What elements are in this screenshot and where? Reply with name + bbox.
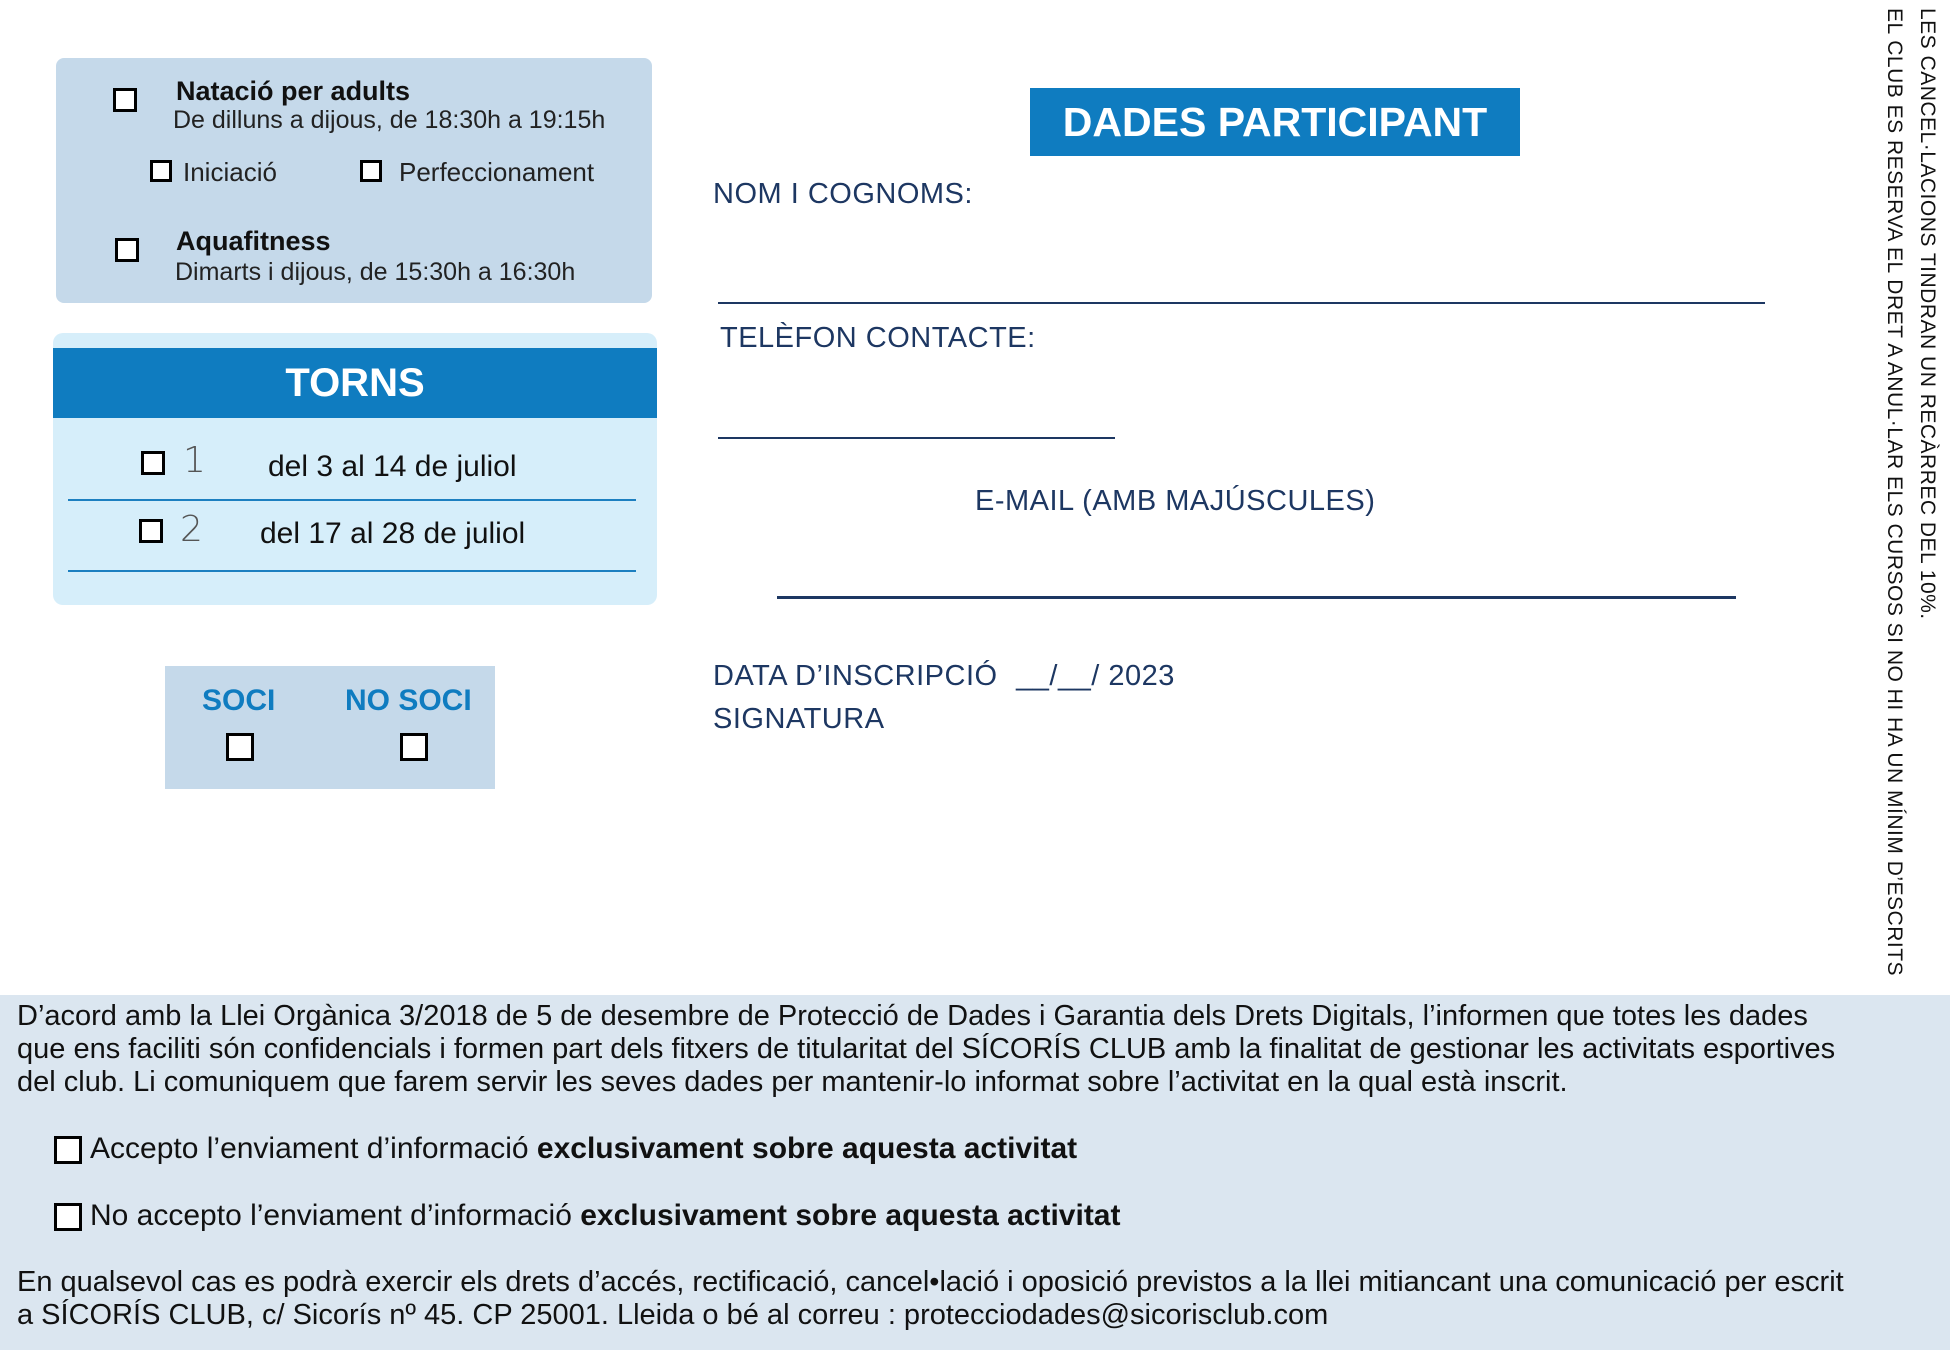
- participant-title: DADES PARTICIPANT: [1030, 88, 1520, 156]
- privacy-intro-line: del club. Li comuniquem que farem servir les seves dades per mantenir-lo informat sobre l’activitat en la qual està inscrit.: [17, 1066, 1568, 1098]
- reject-bold: exclusivament sobre aquesta activitat: [580, 1199, 1121, 1232]
- aquafitness-schedule: Dimarts i dijous, de 15:30h a 16:30h: [175, 258, 576, 286]
- accept-bold: exclusivament sobre aquesta activitat: [536, 1132, 1078, 1165]
- torns-title: TORNS: [53, 348, 657, 418]
- date-year: 2023: [1108, 660, 1175, 692]
- adults-schedule: De dilluns a dijous, de 18:30h a 19:15h: [173, 106, 606, 134]
- soci-label: SOCI: [202, 684, 276, 717]
- email-note: (AMB MAJÚSCULES): [1082, 485, 1376, 517]
- privacy-intro: [17, 1000, 1942, 1099]
- phone-field[interactable]: [718, 437, 1115, 439]
- torn-divider: [68, 499, 636, 501]
- torn-2-number: 2: [180, 509, 203, 550]
- adults-checkbox[interactable]: [113, 88, 137, 112]
- phone-label: TELÈFON CONTACTE:: [720, 322, 1036, 354]
- privacy-intro-line: D’acord amb la Llei Orgànica 3/2018 de 5 de desembre de Protecció de Dades i Garantia dels Drets Digitals, l’informen que totes les dades: [17, 1000, 1808, 1032]
- adults-title: Natació per adults: [176, 76, 411, 106]
- iniciacio-label: Iniciació: [183, 157, 277, 187]
- torn-1-checkbox[interactable]: [141, 451, 165, 475]
- email-label-row: [975, 485, 1375, 518]
- perfeccionament-checkbox[interactable]: [360, 160, 382, 182]
- date-row: [713, 660, 1175, 693]
- accept-checkbox[interactable]: [54, 1136, 82, 1164]
- torn-divider: [68, 570, 636, 572]
- privacy-footer-line: En qualsevol cas es podrà exercir els drets d’accés, rectificació, cancel•lació i oposició previstos a la llei mitiancant una comunicació per escrit: [17, 1266, 1844, 1298]
- soci-checkbox[interactable]: [226, 733, 254, 761]
- no-soci-label: NO SOCI: [345, 684, 472, 717]
- cancellation-notice: [1883, 8, 1950, 998]
- email-field[interactable]: [777, 596, 1736, 599]
- privacy-intro-line: que ens faciliti són confidencials i formen part dels fitxers de titularitat del SÍCORÍS CLUB amb la finalitat de gestionar les activitats esportives: [17, 1033, 1836, 1065]
- notice-line-2: EL CLUB ES RESERVA EL DRET A ANUL·LAR ELS CURSOS SI NO HI HA UN MÍNIM D’ESCRITS: [1883, 8, 1906, 977]
- reject-checkbox[interactable]: [54, 1203, 82, 1231]
- iniciacio-checkbox[interactable]: [150, 160, 172, 182]
- email-label: E-MAIL: [975, 485, 1074, 517]
- date-label: DATA D’INSCRIPCIÓ: [713, 660, 998, 692]
- accept-label: [90, 1132, 1077, 1166]
- torn-1-number: 1: [183, 440, 206, 481]
- date-blanks[interactable]: __/__/: [1016, 660, 1100, 692]
- accept-text: Accepto l’enviament d’informació: [90, 1132, 537, 1165]
- aquafitness-checkbox[interactable]: [115, 238, 139, 262]
- privacy-footer-line: a SÍCORÍS CLUB, c/ Sicorís nº 45. CP 25001. Lleida o bé al correu : protecciodades@sicorisclub.com: [17, 1299, 1329, 1331]
- name-field[interactable]: [718, 302, 1765, 304]
- privacy-footer: [17, 1266, 1942, 1332]
- torn-1-dates: del 3 al 14 de juliol: [268, 450, 517, 483]
- aquafitness-title: Aquafitness: [176, 226, 331, 256]
- notice-line-1: LES CANCEL·LACIONS TINDRAN UN RECÀRREC DEL 10%.: [1916, 8, 1939, 620]
- reject-text: No accepto l’enviament d’informació: [90, 1199, 581, 1232]
- no-soci-checkbox[interactable]: [400, 733, 428, 761]
- reject-label: [90, 1199, 1120, 1233]
- name-label: NOM I COGNOMS:: [713, 178, 973, 210]
- signature-label: SIGNATURA: [713, 703, 885, 735]
- torn-2-dates: del 17 al 28 de juliol: [260, 517, 526, 550]
- torn-2-checkbox[interactable]: [139, 519, 163, 543]
- perfeccionament-label: Perfeccionament: [399, 157, 595, 187]
